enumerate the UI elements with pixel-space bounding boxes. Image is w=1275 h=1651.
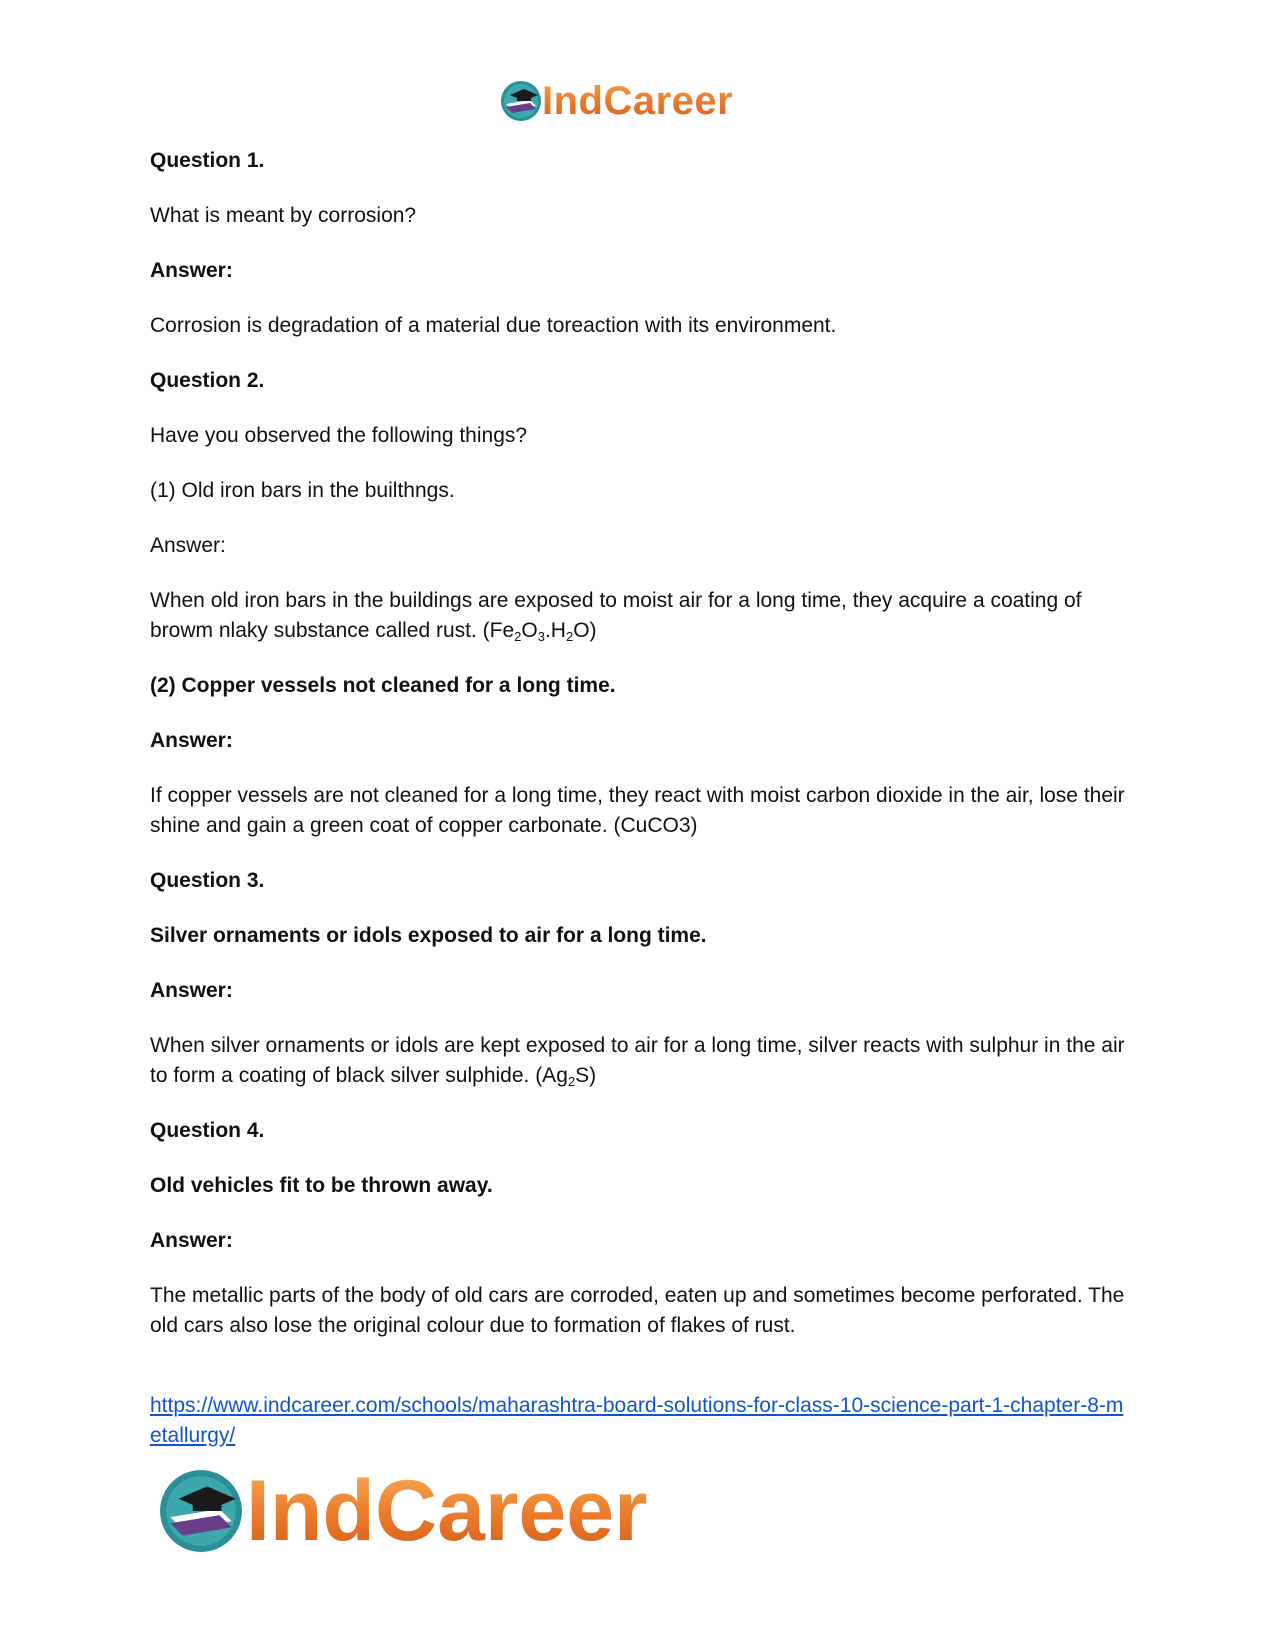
question-1-text: What is meant by corrosion? [150,204,417,227]
footer-logo-text: IndCareer [246,1463,648,1559]
question-4-answer-label: Answer: [150,1229,233,1252]
question-2-item-1-answer-label: Answer: [150,534,226,557]
question-1-answer-label: Answer: [150,259,233,282]
question-3-answer-label: Answer: [150,979,233,1002]
question-1-answer: Corrosion is degradation of a material due toreaction with its environment. [150,314,837,337]
question-2-item-2-answer: If copper vessels are not cleaned for a long time, they react with moist carbon dioxide in the air, lose their shine and gain a green coat of copper carbonate. (CuCO3) [150,784,1125,837]
footer-logo [158,1463,648,1559]
question-3-heading: Question 3. [150,869,265,892]
header-logo [500,78,733,124]
question-2-item-1-answer: When old iron bars in the buildings are exposed to moist air for a long time, they acquire a coating of browm nlaky substance called rust. $(Fe_2O_3.H_2O)$ [150,589,1082,644]
question-2-heading: Question 2. [150,369,265,392]
question-2-item-2-answer-label: Answer: [150,729,233,752]
question-2-item-1: (1) Old iron bars in the builthngs. [150,479,455,502]
question-4-answer: The metallic parts of the body of old cars are corroded, eaten up and sometimes become perforated. The old cars also lose the original colour due to formation of flakes of rust. [150,1284,1125,1337]
question-3-answer: When silver ornaments or idols are kept exposed to air for a long time, silver reacts with sulphur in the air to form a coating of black silver sulphide. $(Ag_2S)$ [150,1034,1125,1089]
indcareer-emblem-icon [500,80,542,122]
main-content [150,146,1130,1366]
header-logo-text: IndCareer [542,79,734,123]
question-2-text: Have you observed the following things? [150,424,528,447]
source-link[interactable]: https://www.indcareer.com/schools/maharashtra-board-solutions-for-class-10-science-part-1-chapter-8-metallurgy/ [150,1394,1124,1447]
question-4-heading: Question 4. [150,1119,265,1142]
indcareer-emblem-icon [158,1468,244,1554]
question-4-text: Old vehicles fit to be thrown away. [150,1174,493,1197]
question-2-item-2: (2) Copper vessels not cleaned for a long time. [150,674,616,697]
question-3-text: Silver ornaments or idols exposed to air for a long time. [150,924,707,947]
question-1-heading: Question 1. [150,149,265,172]
